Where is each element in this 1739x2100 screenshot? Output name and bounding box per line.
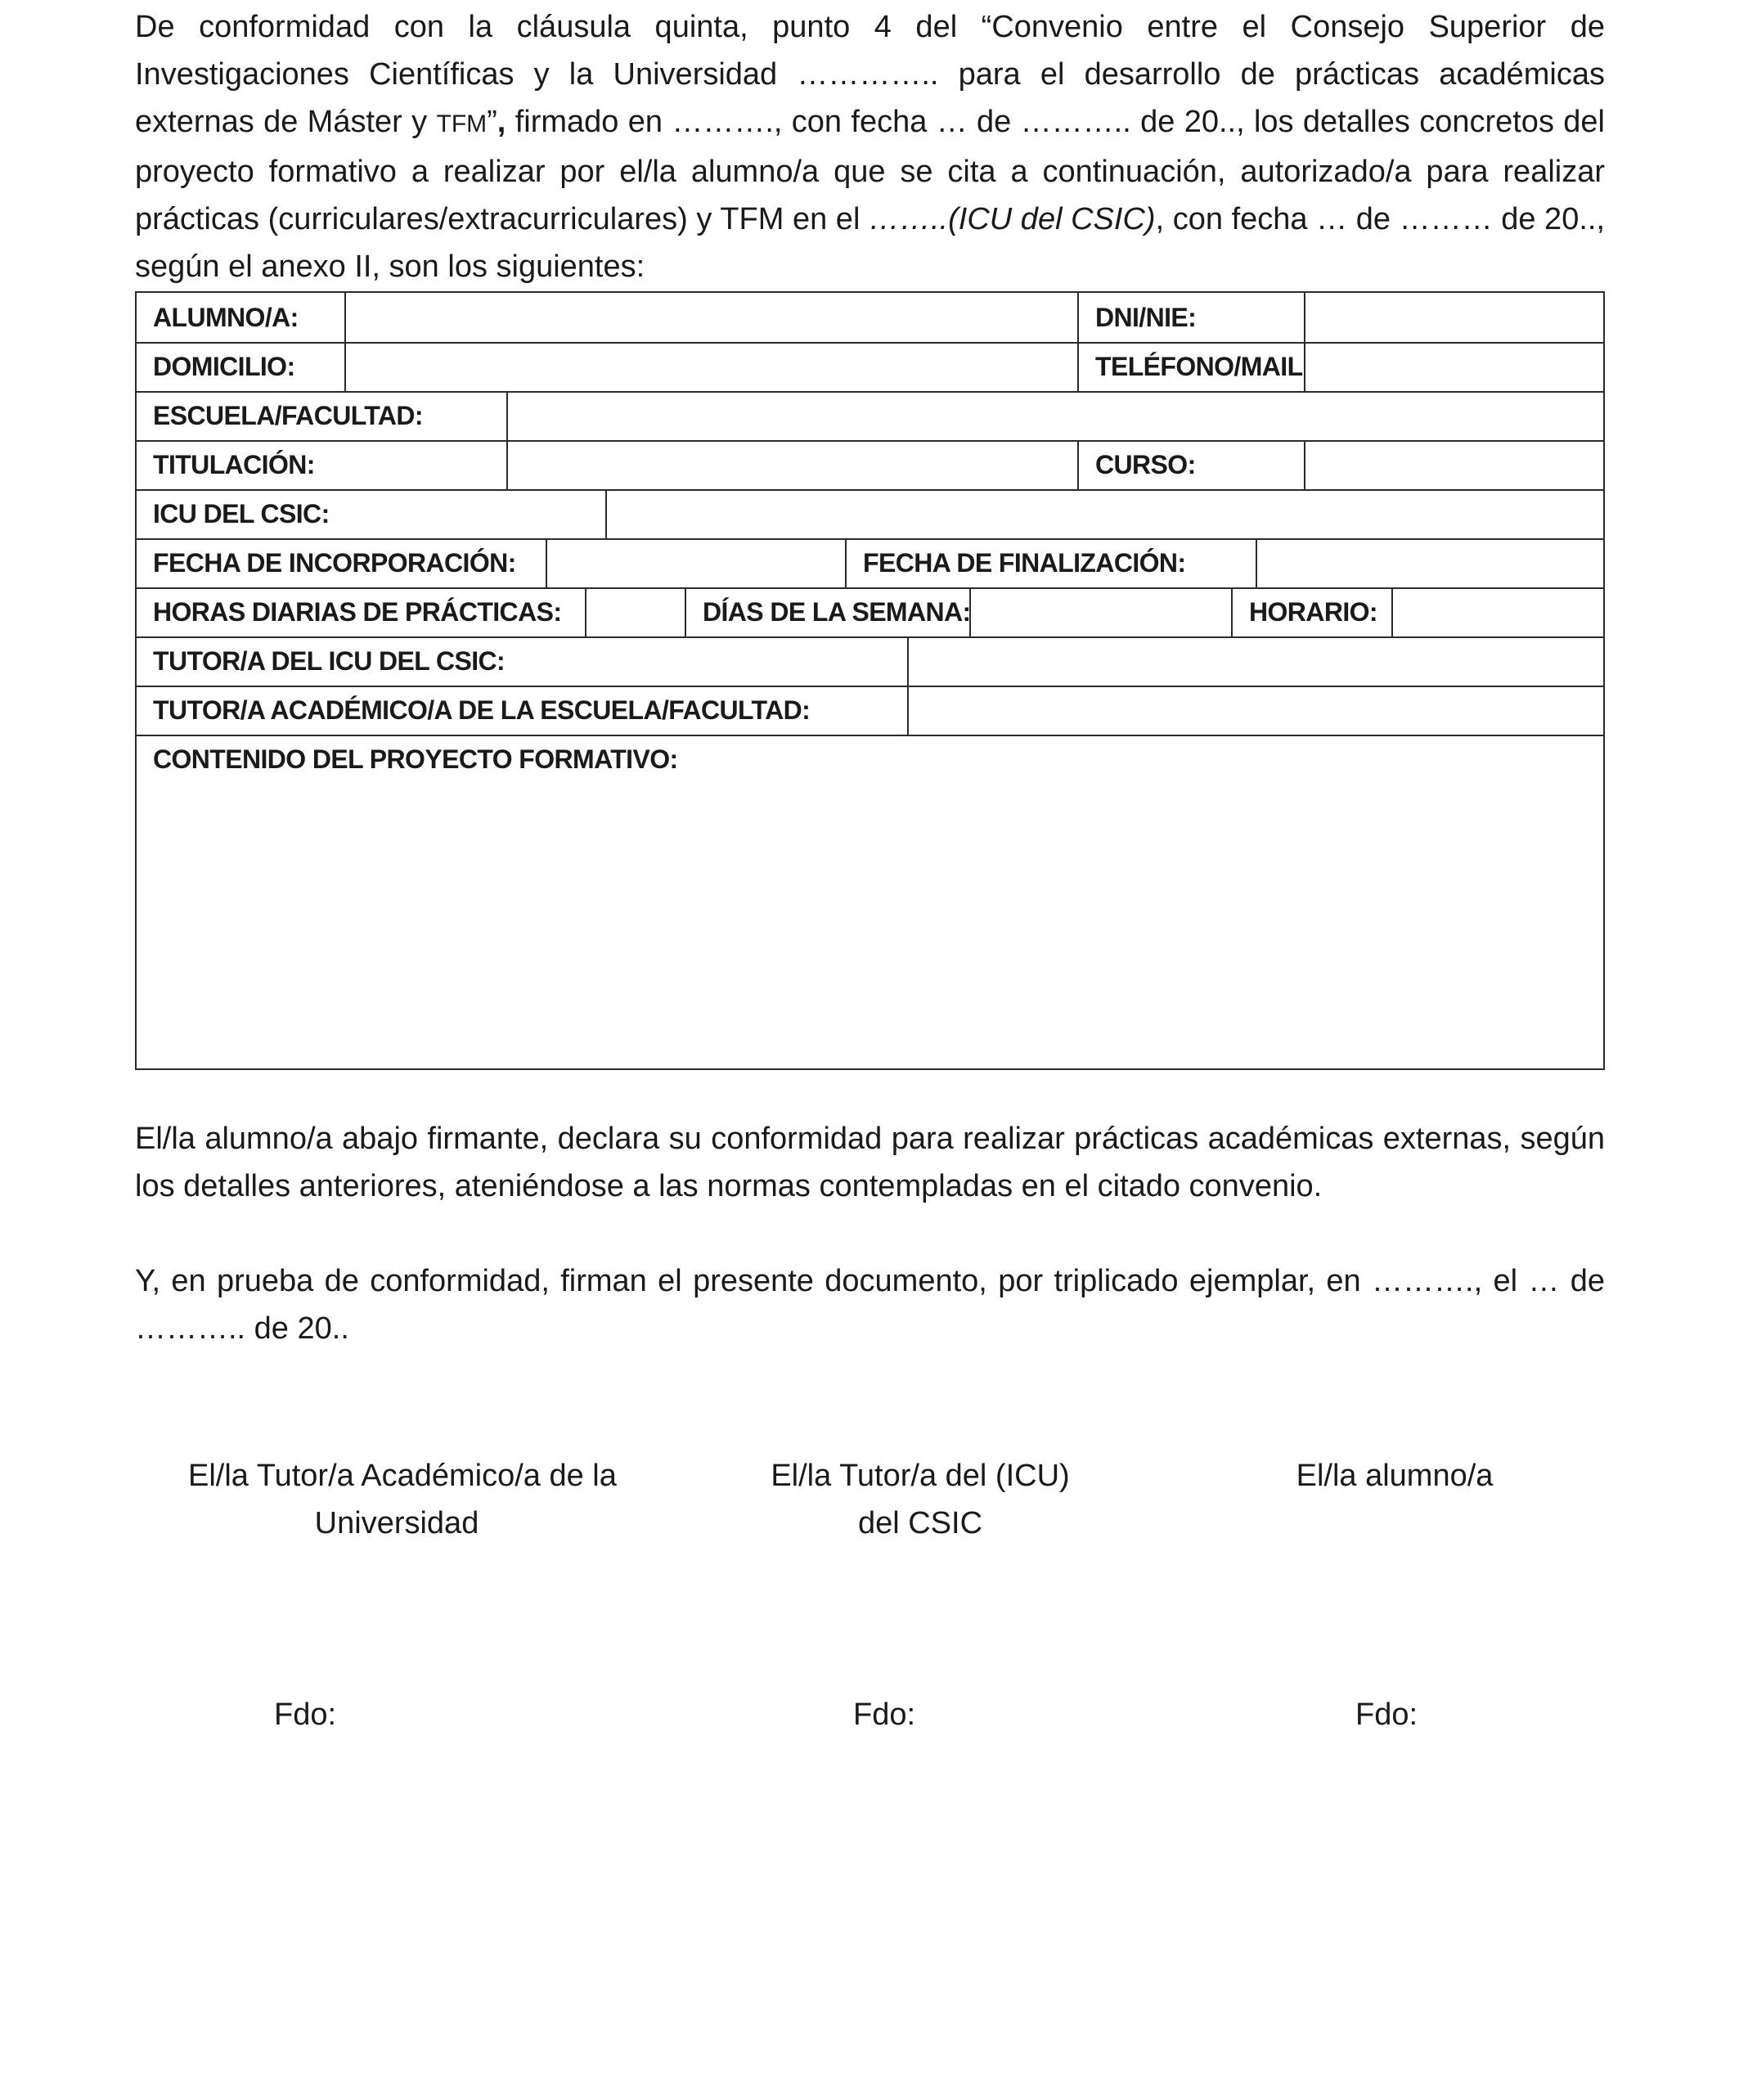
form-row-domicilio xyxy=(137,342,1603,393)
label-telefono: TELÉFONO/MAIL xyxy=(1077,342,1304,391)
fdo-academic: Fdo: xyxy=(274,1698,337,1732)
closing-paragraph: Y, en prueba de conformidad, firman el presente documento, por triplicado ejemplar, en ………., el … de ……….. de 20.. xyxy=(135,1264,1605,1346)
field-icu[interactable] xyxy=(605,489,1603,538)
form-row-horas xyxy=(137,587,1603,638)
form-row-tutor-academico xyxy=(137,686,1603,736)
training-project-form xyxy=(135,291,1605,1070)
form-row-tutor-icu xyxy=(137,636,1603,687)
field-telefono[interactable] xyxy=(1304,342,1603,391)
form-row-titulacion xyxy=(137,440,1603,491)
intro-text-2: firmado en ………., con fecha … de ……….. de 20.., los detalles concretos del proyecto formativo a realizar por el/la alumno/a que se cita a continuación, autorizado/a para realizar prácticas (curriculares/extracurriculares) y TFM en el xyxy=(135,105,1605,236)
field-fecha-finalizacion[interactable] xyxy=(1256,538,1603,587)
label-dias: DÍAS DE LA SEMANA: xyxy=(685,587,969,636)
field-dias[interactable] xyxy=(969,587,1231,636)
field-dni[interactable] xyxy=(1304,293,1603,342)
fdo-student: Fdo: xyxy=(1355,1698,1418,1732)
label-icu: ICU DEL CSIC: xyxy=(153,499,330,528)
field-fecha-incorporacion[interactable] xyxy=(546,538,845,587)
label-escuela: ESCUELA/FACULTAD: xyxy=(153,401,423,430)
form-row-icu xyxy=(137,489,1603,540)
intro-text-1: De conformidad con la cláusula quinta, punto 4 del “Convenio entre el Consejo Superior de Investigaciones Científicas y la Universidad ………….. para el desarrollo de prácticas académicas externas de Máster y xyxy=(135,10,1605,139)
label-tutor-icu: TUTOR/A DEL ICU DEL CSIC: xyxy=(153,646,506,676)
label-dni: DNI/NIE: xyxy=(1077,293,1304,342)
label-contenido: CONTENIDO DEL PROYECTO FORMATIVO: xyxy=(153,744,678,774)
field-contenido[interactable] xyxy=(137,735,1603,1068)
intro-tfm: TFM xyxy=(436,110,488,137)
fdo-icu: Fdo: xyxy=(853,1698,916,1732)
field-alumno[interactable] xyxy=(344,293,1077,342)
field-tutor-academico[interactable] xyxy=(907,686,1603,735)
signature-academic-line1: El/la Tutor/a Académico/a de la xyxy=(188,1459,617,1493)
label-tutor-academico: TUTOR/A ACADÉMICO/A DE LA ESCUELA/FACULTAD: xyxy=(153,695,811,725)
intro-paragraph xyxy=(135,3,1605,290)
label-horario: HORARIO: xyxy=(1231,587,1391,636)
label-fecha-finalizacion: FECHA DE FINALIZACIÓN: xyxy=(845,538,1256,587)
intro-quote: ” xyxy=(487,105,497,139)
signature-icu-line1: El/la Tutor/a del (ICU) xyxy=(771,1459,1070,1493)
signature-student-line1: El/la alumno/a xyxy=(1296,1459,1494,1493)
signature-icu-line2: del CSIC xyxy=(857,1506,983,1540)
field-horario[interactable] xyxy=(1391,587,1603,636)
label-alumno: ALUMNO/A: xyxy=(153,303,299,332)
intro-icu-placeholder: ……..(ICU del CSIC) xyxy=(869,202,1156,236)
signature-academic-tutor xyxy=(188,1452,617,1547)
label-titulacion: TITULACIÓN: xyxy=(153,450,315,479)
declaration-paragraph: El/la alumno/a abajo firmante, declara su conformidad para realizar prácticas académicas externas, según los detalles anteriores, ateniéndose a las normas contempladas en el citado convenio. xyxy=(135,1122,1605,1203)
form-row-escuela xyxy=(137,391,1603,442)
intro-comma: , xyxy=(497,105,506,139)
field-tutor-icu[interactable] xyxy=(907,636,1603,686)
signature-student xyxy=(1272,1452,1517,1500)
field-horas[interactable] xyxy=(585,587,685,636)
intro-text-3: , con fecha … de ……… de 20.., según el anexo II, son los siguientes: xyxy=(135,202,1606,284)
signature-icu-tutor xyxy=(757,1452,1084,1547)
field-titulacion[interactable] xyxy=(506,440,1077,489)
form-row-fechas xyxy=(137,538,1603,589)
form-row-alumno xyxy=(137,293,1603,344)
label-curso: CURSO: xyxy=(1077,440,1304,489)
label-horas: HORAS DIARIAS DE PRÁCTICAS: xyxy=(153,597,562,627)
label-domicilio: DOMICILIO: xyxy=(153,352,295,381)
field-domicilio[interactable] xyxy=(344,342,1077,391)
field-escuela[interactable] xyxy=(506,391,1603,440)
field-curso[interactable] xyxy=(1304,440,1603,489)
label-fecha-incorporacion: FECHA DE INCORPORACIÓN: xyxy=(153,548,516,578)
signature-academic-line2: Universidad xyxy=(314,1506,479,1540)
